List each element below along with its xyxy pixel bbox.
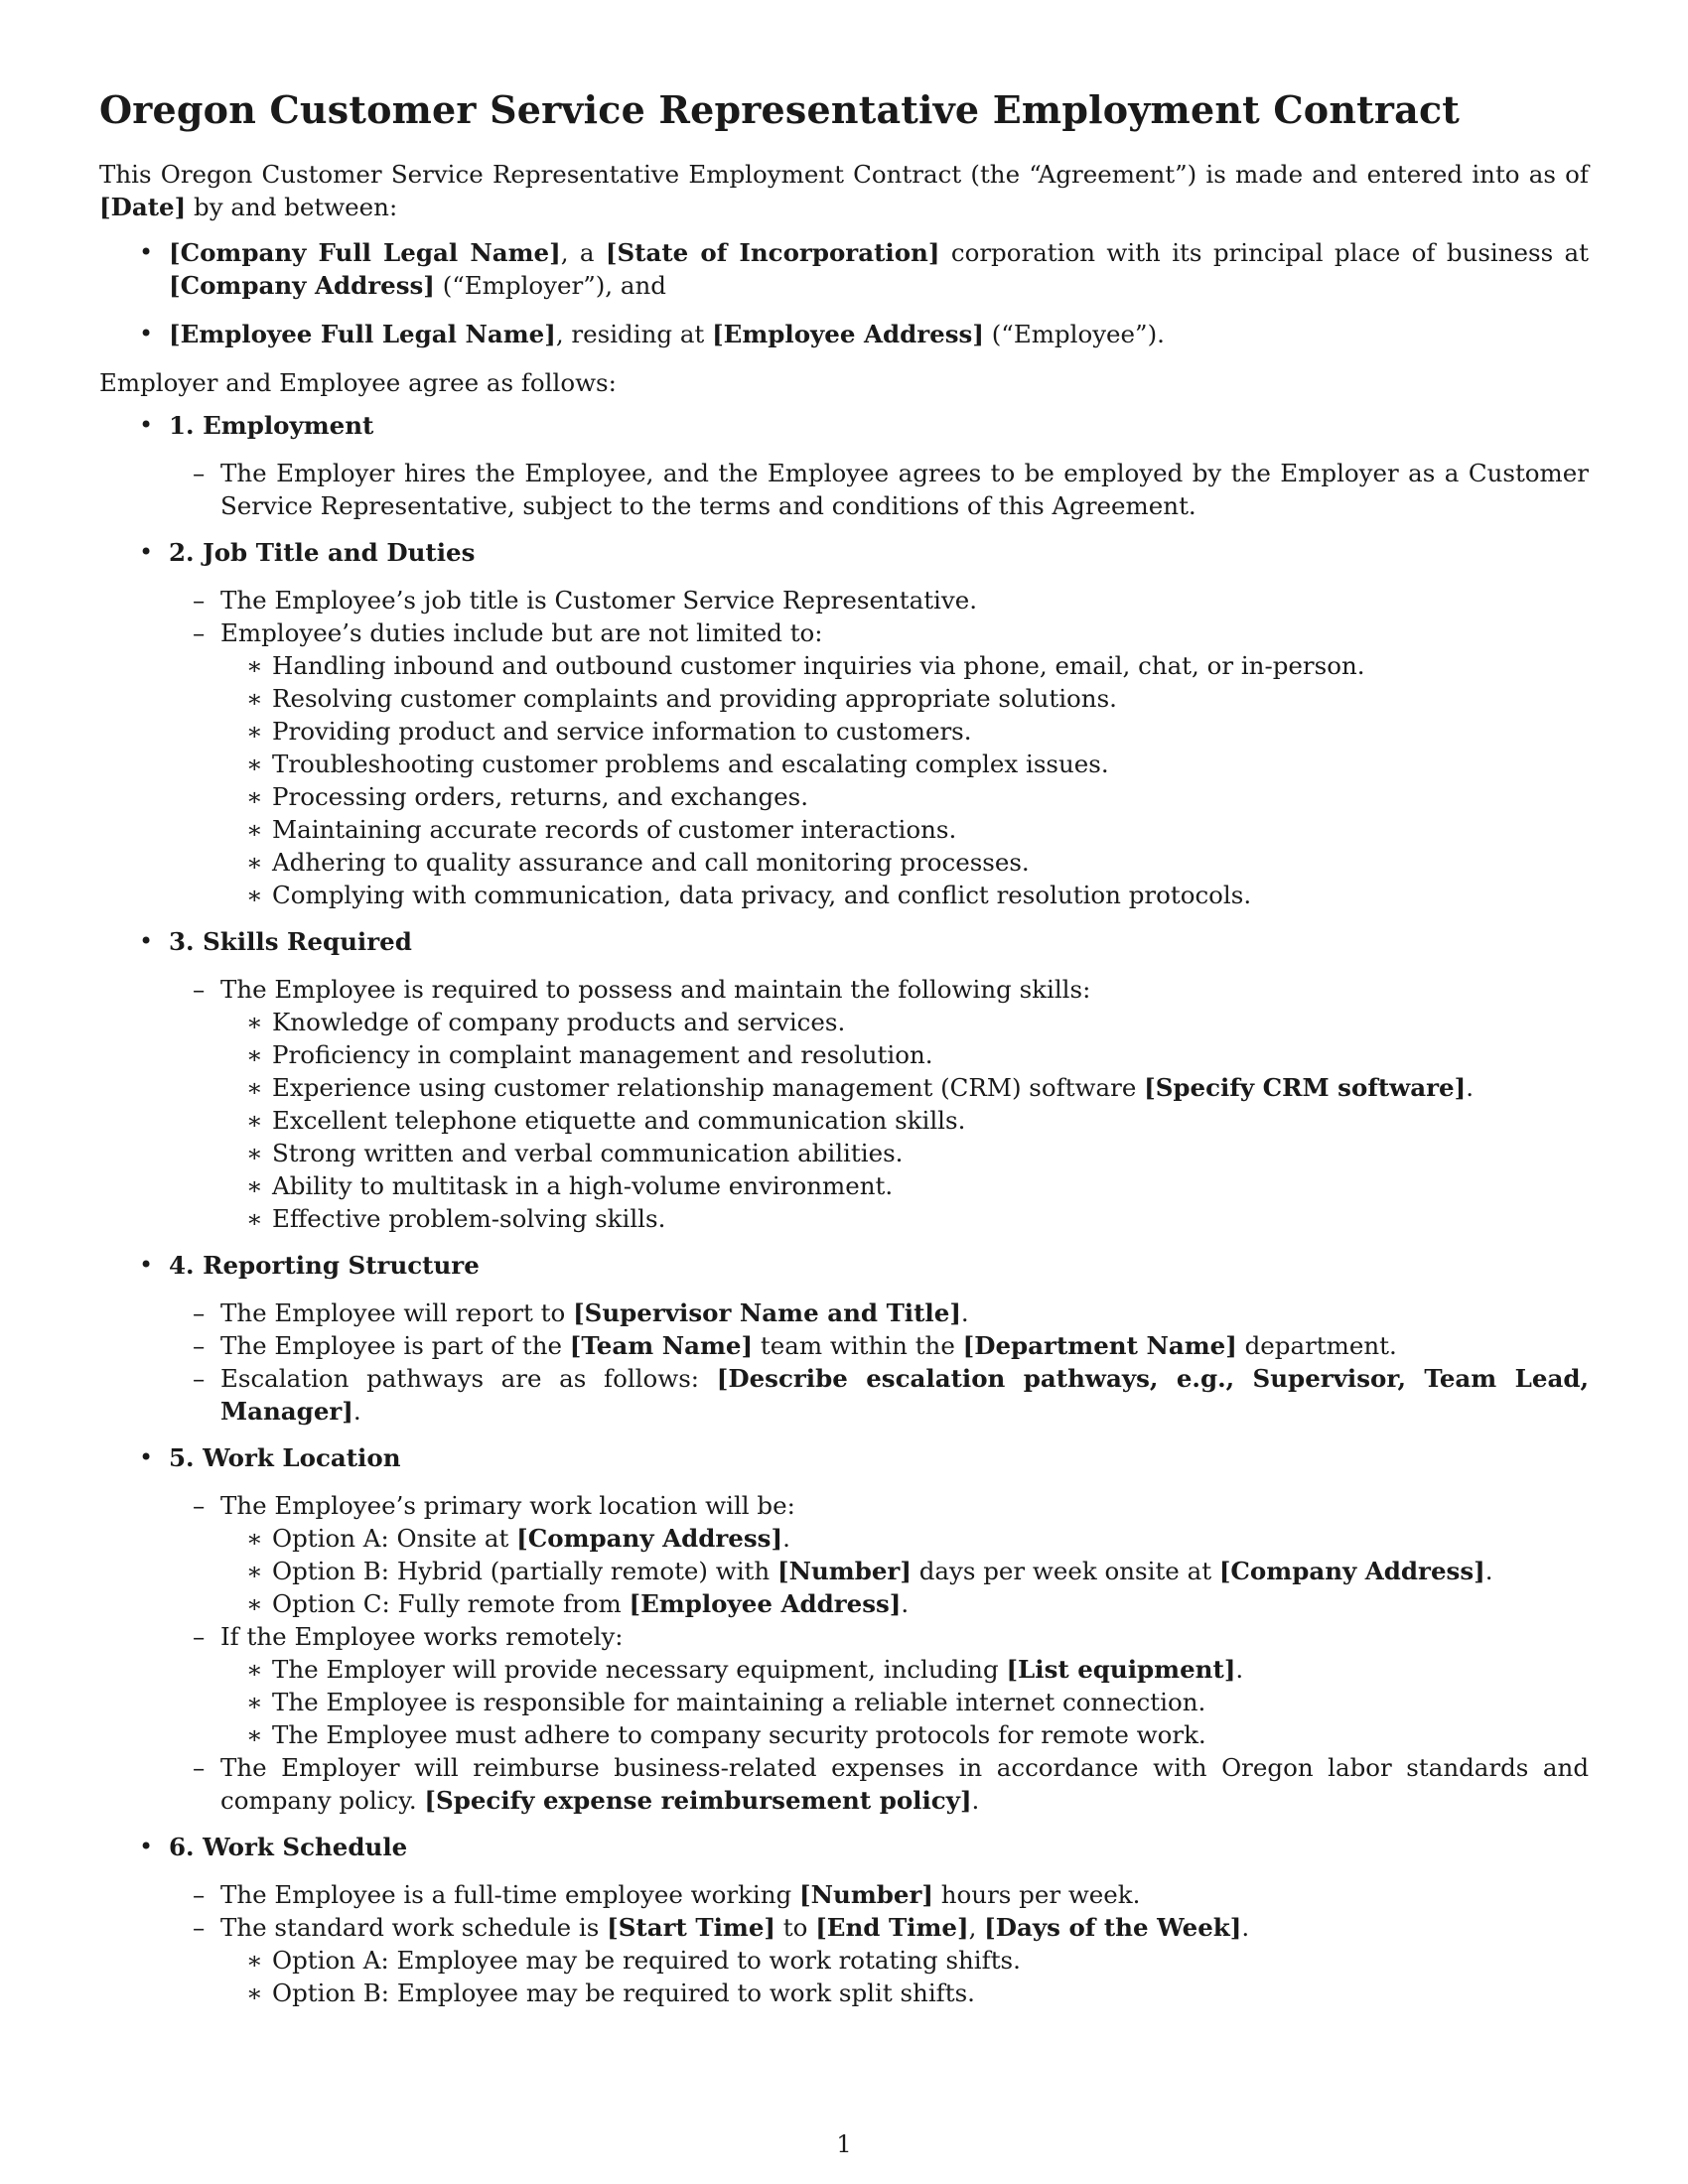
document-page: [99, 87, 1589, 2023]
item-text: The Employee is a full-time employee working: [220, 1880, 792, 1909]
item-text: Option B: Hybrid (partially remote) with: [272, 1557, 771, 1585]
days-placeholder: [Days of the Week]: [984, 1913, 1242, 1942]
option-item: ∗ Option A: Onsite at [Company Address].: [222, 1522, 1589, 1555]
section-item: – The Employer will reimburse business-related expenses in accordance with Oregon labor standards and company policy. [Specify expense reimbursement policy].: [193, 1751, 1589, 1817]
skill-item: ∗ Proficiency in complaint management and resolution.: [222, 1038, 1589, 1071]
duty-item: ∗ Providing product and service information to customers.: [222, 715, 1589, 748]
option-item: ∗ Option A: Employee may be required to work rotating shifts.: [222, 1944, 1589, 1977]
item-text: The standard work schedule is: [220, 1913, 600, 1942]
intro-text: This Oregon Customer Service Representative Employment Contract (the “Agreement”) is made and entered into as of: [99, 160, 1589, 189]
skill-item: ∗ Effective problem-solving skills.: [222, 1202, 1589, 1235]
number-placeholder: [Number]: [776, 1557, 912, 1585]
section-item: [193, 1329, 1589, 1362]
intro-paragraph: [99, 158, 1589, 223]
item-text: Employee’s duties include but are not limited to:: [220, 618, 823, 647]
section-heading: • 4. Reporting Structure: [169, 1251, 480, 1280]
item-text: The Employer will provide necessary equipment, including: [272, 1655, 999, 1684]
section-heading: • 1. Employment: [169, 411, 374, 440]
hours-placeholder: [Number]: [799, 1880, 933, 1909]
party-text: , a: [560, 238, 595, 267]
item-text: Escalation pathways are as follows:: [220, 1364, 700, 1393]
schedule-options: [222, 1944, 1589, 2009]
item-text: The Employee is part of the: [220, 1331, 562, 1360]
page-number: 1: [836, 2130, 852, 2158]
duty-item: ∗ Handling inbound and outbound customer inquiries via phone, email, chat, or in-person.: [222, 649, 1589, 682]
item-text: The Employee is required to possess and maintain the following skills:: [220, 975, 1091, 1004]
supervisor-placeholder: [Supervisor Name and Title]: [573, 1298, 961, 1327]
employee-address-placeholder: [Employee Address]: [712, 320, 984, 348]
item-text: The Employee will report to: [220, 1298, 566, 1327]
department-placeholder: [Department Name]: [962, 1331, 1237, 1360]
section-item: [193, 1878, 1589, 1911]
duty-item: ∗ Complying with communication, data privacy, and conflict resolution protocols.: [222, 879, 1589, 911]
section-heading: • 2. Job Title and Duties: [169, 538, 476, 567]
party-employee: [99, 318, 1589, 350]
section-item: – Escalation pathways are as follows: [Describe escalation pathways, e.g., Supervisor, Team Lead, Manager].: [193, 1362, 1589, 1428]
item-text: days per week onsite at: [918, 1557, 1212, 1585]
section-item: – The standard work schedule is [Start Time] to [End Time], [Days of the Week]. ∗ Option A: Employee may be required to work rotating shifts. ∗ Option B: Employee may be required to work split shifts.: [193, 1911, 1589, 2009]
state-placeholder: [State of Incorporation]: [605, 238, 940, 267]
company-address-placeholder: [Company Address]: [516, 1524, 783, 1553]
section-work-location: [99, 1441, 1589, 1817]
party-employer: [99, 236, 1589, 302]
item-text: If the Employee works remotely:: [220, 1622, 624, 1651]
start-time-placeholder: [Start Time]: [607, 1913, 775, 1942]
section-skills: [99, 925, 1589, 1235]
company-address-placeholder: [Company Address]: [1218, 1557, 1485, 1585]
section-employment: [99, 409, 1589, 522]
duty-item: ∗ Processing orders, returns, and exchanges.: [222, 780, 1589, 813]
section-items: [193, 1878, 1589, 2009]
skill-item: ∗ Excellent telephone etiquette and communication skills.: [222, 1104, 1589, 1137]
crm-placeholder: [Specify CRM software]: [1144, 1073, 1467, 1102]
option-item: ∗ Option B: Hybrid (partially remote) with [Number] days per week onsite at [Company Address].: [222, 1555, 1589, 1587]
option-item: ∗ Option B: Employee may be required to work split shifts.: [222, 1977, 1589, 2009]
employee-name-placeholder: [Employee Full Legal Name]: [169, 320, 556, 348]
skill-item: ∗ Experience using customer relationship management (CRM) software [Specify CRM software].: [222, 1071, 1589, 1104]
section-items: [193, 457, 1589, 522]
intro-tail: by and between:: [194, 193, 398, 221]
item-text: The Employee’s primary work location will be:: [220, 1491, 795, 1520]
section-item: [193, 616, 1589, 911]
section-heading: • 5. Work Location: [169, 1443, 401, 1472]
document-title: Oregon Customer Service Representative Employment Contract: [99, 87, 1461, 132]
escalation-placeholder: [Describe escalation pathways, e.g., Supervisor, Team Lead, Manager]: [220, 1364, 1589, 1426]
company-address-placeholder: [Company Address]: [169, 271, 435, 300]
section-heading: • 3. Skills Required: [169, 927, 412, 956]
section-item: – The Employee will report to [Supervisor Name and Title].: [193, 1297, 1589, 1329]
section-heading: • 6. Work Schedule: [169, 1833, 408, 1861]
item-text: hours per week.: [940, 1880, 1141, 1909]
item-text: Experience using customer relationship management (CRM) software: [272, 1073, 1137, 1102]
remote-item: ∗ The Employee must adhere to company security protocols for remote work.: [222, 1718, 1589, 1751]
location-options: [222, 1522, 1589, 1620]
section-items: [193, 1297, 1589, 1428]
duty-item: ∗ Troubleshooting customer problems and escalating complex issues.: [222, 748, 1589, 780]
section-item: [193, 1620, 1589, 1751]
remote-items: [222, 1653, 1589, 1751]
party-text: (“Employee”).: [991, 320, 1165, 348]
party-text: corporation with its principal place of business at: [950, 238, 1590, 267]
section-item: [193, 973, 1589, 1235]
employee-address-placeholder: [Employee Address]: [629, 1589, 902, 1618]
duty-item: ∗ Resolving customer complaints and providing appropriate solutions.: [222, 682, 1589, 715]
duty-item: ∗ Adhering to quality assurance and call monitoring processes.: [222, 846, 1589, 879]
section-item: – The Employer hires the Employee, and the Employee agrees to be employed by the Employer as a Customer Service Representative, subject to the terms and conditions of this Agreement.: [193, 457, 1589, 522]
end-time-placeholder: [End Time]: [815, 1913, 969, 1942]
skill-item: ∗ Ability to multitask in a high-volume environment.: [222, 1169, 1589, 1202]
team-placeholder: [Team Name]: [569, 1331, 754, 1360]
skill-item: ∗ Knowledge of company products and services.: [222, 1006, 1589, 1038]
party-text: (“Employer”), and: [442, 271, 666, 300]
item-text: Option C: Fully remote from: [272, 1589, 622, 1618]
section-item: – The Employee’s job title is Customer Service Representative.: [193, 584, 1589, 616]
duties-list: [222, 649, 1589, 911]
section-item: [193, 1489, 1589, 1620]
section-items: [193, 973, 1589, 1235]
skill-item: ∗ Strong written and verbal communication abilities.: [222, 1137, 1589, 1169]
party-text: , residing at: [555, 320, 705, 348]
item-text: department.: [1244, 1331, 1397, 1360]
section-items: [193, 1489, 1589, 1817]
remote-item: ∗ The Employee is responsible for maintaining a reliable internet connection.: [222, 1686, 1589, 1718]
section-items: [193, 584, 1589, 911]
section-work-schedule: [99, 1831, 1589, 2009]
date-placeholder: [Date]: [99, 193, 187, 221]
duty-item: ∗ Maintaining accurate records of customer interactions.: [222, 813, 1589, 846]
item-text: team within the: [760, 1331, 955, 1360]
section-reporting: [99, 1249, 1589, 1428]
item-text: to: [782, 1913, 808, 1942]
expense-policy-placeholder: [Specify expense reimbursement policy]: [424, 1786, 972, 1815]
section-job-title-duties: [99, 536, 1589, 911]
equipment-placeholder: [List equipment]: [1006, 1655, 1236, 1684]
remote-item: ∗ The Employer will provide necessary equipment, including [List equipment].: [222, 1653, 1589, 1686]
option-item: ∗ Option C: Fully remote from [Employee Address].: [222, 1587, 1589, 1620]
skills-list: [222, 1006, 1589, 1235]
sections-list: [99, 409, 1589, 2009]
item-text: The Employer will reimburse business-related expenses in accordance with Oregon labor standards and company policy.: [220, 1753, 1589, 1815]
company-name-placeholder: [Company Full Legal Name]: [169, 238, 561, 267]
agree-paragraph: Employer and Employee agree as follows:: [99, 368, 617, 397]
parties-list: [99, 236, 1589, 350]
item-text: Option A: Onsite at: [272, 1524, 509, 1553]
